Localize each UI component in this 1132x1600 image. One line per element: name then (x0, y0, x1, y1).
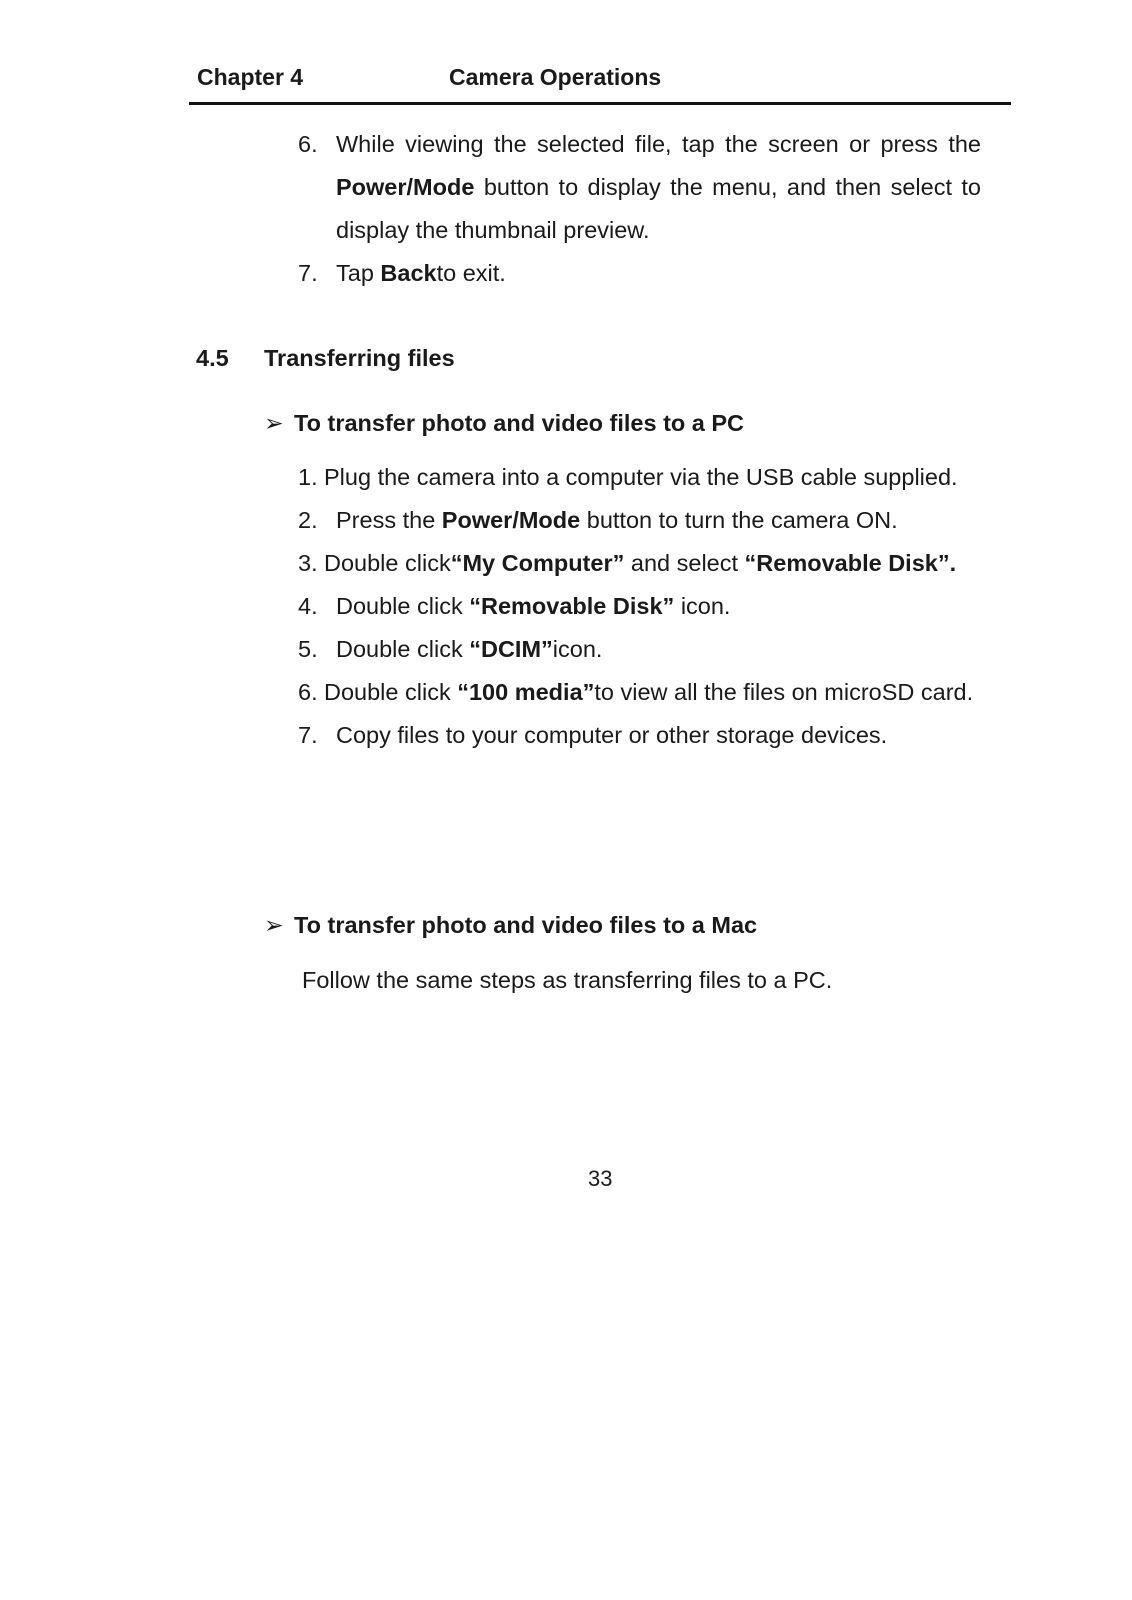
page-number: 33 (588, 1166, 613, 1191)
list-item (298, 714, 981, 757)
list-item (298, 628, 981, 671)
step-number: 2. (298, 507, 318, 533)
step-text-run: Double click (324, 550, 451, 576)
step-text (336, 585, 981, 628)
mac-note: Follow the same steps as transferring files to a PC. (302, 967, 833, 993)
pc-subheading (264, 409, 744, 437)
intro-steps-list (298, 123, 981, 295)
step-number: 5. (298, 636, 318, 662)
step-text (336, 628, 981, 671)
list-item (298, 499, 981, 542)
step-text-run: to exit. (436, 260, 506, 286)
mac-subheading (264, 911, 757, 939)
step-text-run: Double click (324, 679, 458, 705)
step-emphasis: “DCIM” (469, 636, 553, 662)
step-text-run: Tap (336, 260, 381, 286)
section-number: 4.5 (196, 345, 229, 371)
step-emphasis: “Removable Disk”. (744, 550, 957, 576)
step-text (324, 542, 981, 585)
section-heading (196, 345, 455, 372)
step-text-run: Copy files to your computer or other storage devices. (336, 722, 888, 748)
list-item (298, 585, 981, 628)
list-item (298, 542, 981, 585)
step-number: 7. (298, 722, 318, 748)
step-text (324, 456, 981, 499)
step-text (336, 714, 981, 757)
step-text (324, 671, 981, 714)
step-text-run: button to display the menu, and then select to display the thumbnail preview. (336, 174, 981, 243)
mac-heading-text: To transfer photo and video files to a Mac (294, 912, 758, 938)
step-text (336, 499, 981, 542)
list-item (298, 252, 981, 295)
list-item (298, 123, 981, 252)
step-number: 3. (298, 550, 318, 576)
step-text-run: icon. (552, 636, 603, 662)
pc-heading-text: To transfer photo and video files to a PC (294, 410, 745, 436)
list-item (298, 456, 981, 499)
step-text (336, 252, 981, 295)
step-number: 4. (298, 593, 318, 619)
list-item (298, 671, 981, 714)
step-text-run: Double click (336, 636, 470, 662)
step-text-run: and select (624, 550, 745, 576)
step-text-run: to view all the files on microSD card. (594, 679, 974, 705)
page-header (189, 62, 1011, 105)
step-text (336, 123, 981, 252)
arrow-bullet-icon: ➢ (264, 912, 284, 938)
step-number: 1. (298, 464, 318, 490)
step-text-run: button to turn the camera ON. (580, 507, 898, 533)
step-emphasis: Back (380, 260, 437, 286)
step-emphasis: “Removable Disk” (469, 593, 675, 619)
step-number: 7. (298, 260, 318, 286)
step-text-run: Press the (336, 507, 442, 533)
pc-steps-list (298, 456, 981, 757)
chapter-title: Camera Operations (449, 64, 662, 90)
step-number: 6. (298, 131, 318, 157)
step-number: 6. (298, 679, 318, 705)
step-text-run: While viewing the selected file, tap the screen or press the (336, 131, 981, 157)
step-text-run: Double click (336, 593, 470, 619)
arrow-bullet-icon: ➢ (264, 410, 284, 436)
step-emphasis: Power/Mode (336, 174, 475, 200)
section-title: Transferring files (264, 345, 455, 371)
step-emphasis: Power/Mode (441, 507, 581, 533)
step-text-run: icon. (674, 593, 731, 619)
chapter-label: Chapter 4 (197, 64, 304, 90)
step-emphasis: “My Computer” (450, 550, 625, 576)
step-text-run: Plug the camera into a computer via the USB cable supplied. (324, 464, 958, 490)
step-emphasis: “100 media” (457, 679, 595, 705)
